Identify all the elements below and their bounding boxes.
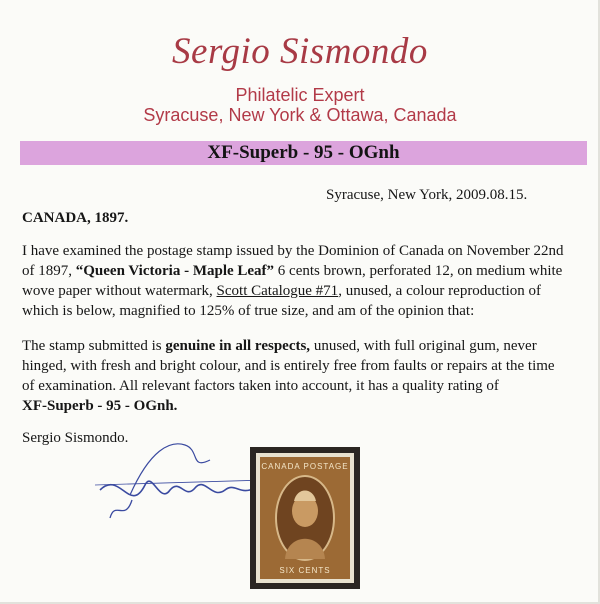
text-run: of 1897, [22,263,76,279]
closing-name: Sergio Sismondo. [22,430,129,446]
paragraph-line: of examination. All relevant factors taken into account, it has a quality rating of [22,378,499,394]
expert-name-heading: Sergio Sismondo [172,31,428,72]
paragraph-line: which is below, magnified to 125% of true size, and am of the opinion that: [22,303,475,319]
quality-rating: XF-Superb - 95 - OGnh. [22,398,178,414]
text-run: , unused, a colour reproduction of [338,283,542,299]
opinion-paragraph [22,336,587,416]
grade-banner: XF-Superb - 95 - OGnh [20,141,587,165]
paragraph-line: I have examined the postage stamp issued by the Dominion of Canada on November 22nd [22,243,564,259]
expert-title: Philatelic Expert [235,85,365,105]
catalogue-reference: Scott Catalogue #71 [216,283,339,299]
country-heading: CANADA, 1897. [22,210,129,226]
text-run: 6 cents brown, perforated 12, on medium white [274,263,563,279]
expert-location: Syracuse, New York & Ottawa, Canada [143,105,457,125]
stamp-perforation [256,453,354,583]
handwritten-signature [90,430,270,530]
stamp-bottom-text: SIX CENTS [279,566,331,575]
text-run: The stamp submitted is [22,338,166,354]
queen-portrait-icon [275,475,335,561]
paragraph-line [22,261,587,281]
paragraph-line [22,336,587,356]
text-run: unused, with full original gum, never [310,338,537,354]
stamp-design [260,457,350,579]
dateline: Syracuse, New York, 2009.08.15. [326,187,528,203]
paragraph-line: hinged, with fresh and bright colour, and is entirely free from faults or repairs at the time [22,358,555,374]
stamp-image [250,447,360,589]
examination-paragraph [22,241,587,321]
text-run: wove paper without watermark, [22,283,217,299]
paragraph-line [22,281,587,301]
stamp-name: “Queen Victoria - Maple Leaf” [75,263,275,279]
stamp-top-text: CANADA POSTAGE [261,462,349,471]
genuine-statement: genuine in all respects, [165,338,311,354]
